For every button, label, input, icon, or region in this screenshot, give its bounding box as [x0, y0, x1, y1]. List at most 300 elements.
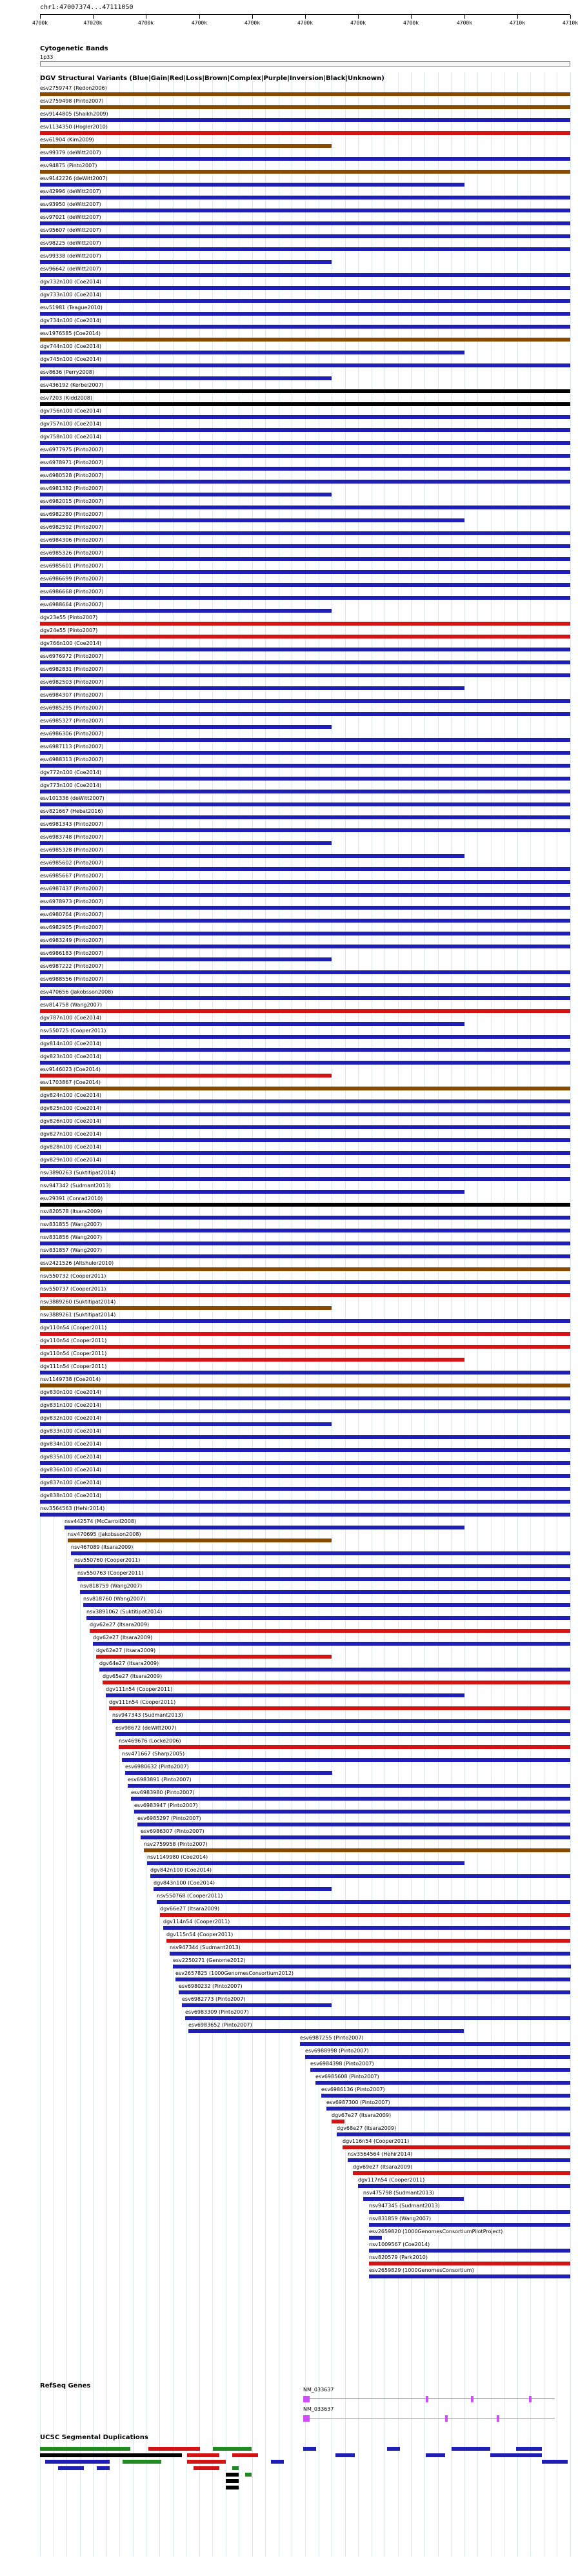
dgv-feature-label[interactable]: esv2659829 (1000GenomesConsortium) — [369, 2267, 474, 2273]
dgv-feature-bar[interactable] — [109, 1706, 570, 1710]
dgv-feature[interactable] — [40, 744, 570, 757]
dgv-feature-label[interactable]: dgv834n100 (Coe2014) — [40, 1441, 102, 1447]
dgv-feature-bar[interactable] — [137, 1823, 570, 1826]
dgv-feature-label[interactable]: esv6978973 (Pinto2007) — [40, 899, 104, 905]
dgv-feature-bar[interactable] — [40, 260, 332, 264]
dgv-feature-bar[interactable] — [141, 1835, 570, 1839]
dgv-feature[interactable] — [103, 1673, 570, 1686]
dgv-feature-bar[interactable] — [40, 325, 570, 329]
dgv-feature-bar[interactable] — [40, 970, 570, 974]
dgv-feature-label[interactable]: dgv835n100 (Coe2014) — [40, 1454, 102, 1460]
dgv-feature-bar[interactable] — [40, 1190, 464, 1194]
dgv-feature-label[interactable]: dgv757n100 (Coe2014) — [40, 421, 102, 427]
dgv-feature-bar[interactable] — [40, 234, 570, 238]
dgv-feature[interactable] — [40, 1183, 464, 1196]
dgv-feature-bar[interactable] — [40, 1435, 570, 1439]
dgv-feature-bar[interactable] — [40, 376, 332, 380]
dgv-feature[interactable] — [40, 1402, 570, 1415]
dgv-feature-bar[interactable] — [40, 841, 332, 845]
dgv-feature[interactable] — [40, 1209, 570, 1222]
dgv-feature-bar[interactable] — [40, 932, 570, 935]
dgv-feature-label[interactable]: dgv827n100 (Coe2014) — [40, 1131, 102, 1137]
dgv-feature-label[interactable]: nsv2759958 (Pinto2007) — [144, 1841, 208, 1847]
dgv-feature-label[interactable]: nsv442574 (McCarroll2008) — [65, 1518, 137, 1524]
dgv-feature[interactable] — [40, 176, 464, 189]
dgv-feature-label[interactable]: esv1703867 (Coe2014) — [40, 1079, 101, 1085]
segmental-duplication[interactable] — [187, 2460, 226, 2464]
dgv-feature[interactable] — [40, 1079, 570, 1092]
dgv-feature[interactable] — [74, 1557, 570, 1570]
dgv-feature-bar[interactable] — [40, 635, 570, 639]
dgv-feature-bar[interactable] — [86, 1616, 570, 1620]
dgv-feature-bar[interactable] — [326, 2107, 570, 2111]
segmental-duplication[interactable] — [271, 2460, 284, 2464]
dgv-feature-label[interactable]: dgv734n100 (Coe2014) — [40, 318, 102, 323]
dgv-feature[interactable] — [40, 628, 570, 640]
dgv-feature[interactable] — [40, 266, 570, 279]
dgv-feature-label[interactable]: dgv823n100 (Coe2014) — [40, 1054, 102, 1059]
dgv-feature[interactable] — [40, 343, 464, 356]
dgv-feature-bar[interactable] — [315, 2081, 570, 2085]
dgv-feature-bar[interactable] — [71, 1551, 570, 1555]
dgv-feature-bar[interactable] — [369, 2274, 570, 2278]
dgv-feature-label[interactable]: nsv1149980 (Coe2014) — [147, 1854, 208, 1860]
dgv-feature-label[interactable]: esv93950 (deWitt2007) — [40, 201, 101, 207]
dgv-feature-label[interactable]: nsv3891062 (Suktitipat2014) — [86, 1609, 163, 1615]
dgv-feature-label[interactable]: esv6978971 (Pinto2007) — [40, 460, 104, 465]
dgv-feature[interactable] — [77, 1570, 570, 1583]
dgv-feature-label[interactable]: esv6988556 (Pinto2007) — [40, 976, 104, 982]
dgv-feature[interactable] — [40, 1389, 570, 1402]
dgv-feature-bar[interactable] — [163, 1926, 570, 1930]
dgv-feature-bar[interactable] — [353, 2171, 570, 2175]
dgv-feature[interactable] — [40, 1286, 570, 1299]
dgv-feature[interactable] — [369, 2242, 570, 2254]
dgv-feature[interactable] — [40, 576, 570, 589]
dgv-feature-bar[interactable] — [348, 2158, 570, 2162]
dgv-feature-label[interactable]: esv6985608 (Pinto2007) — [315, 2074, 379, 2080]
dgv-feature-label[interactable]: esv6982831 (Pinto2007) — [40, 666, 104, 672]
dgv-feature[interactable] — [40, 1170, 570, 1183]
dgv-feature[interactable] — [40, 550, 570, 563]
segmental-duplication[interactable] — [232, 2466, 239, 2470]
dgv-feature[interactable] — [40, 524, 570, 537]
dgv-feature[interactable] — [40, 1247, 570, 1260]
dgv-feature-bar[interactable] — [40, 415, 570, 419]
dgv-feature-bar[interactable] — [358, 2184, 570, 2188]
dgv-feature[interactable] — [40, 989, 570, 1002]
dgv-feature-bar[interactable] — [40, 1384, 570, 1387]
dgv-feature[interactable] — [40, 563, 570, 576]
dgv-feature[interactable] — [40, 705, 570, 718]
segmental-duplication[interactable] — [187, 2453, 219, 2457]
dgv-feature-label[interactable]: nsv550737 (Cooper2011) — [40, 1286, 106, 1292]
dgv-feature-bar[interactable] — [179, 1990, 570, 1994]
dgv-feature-bar[interactable] — [40, 183, 464, 187]
dgv-feature[interactable] — [40, 589, 570, 602]
dgv-feature[interactable] — [40, 847, 464, 860]
dgv-feature[interactable] — [40, 498, 570, 511]
refseq-gene-line-1[interactable] — [303, 2398, 555, 2399]
dgv-feature-bar[interactable] — [40, 945, 570, 948]
dgv-feature-bar[interactable] — [112, 1719, 570, 1723]
dgv-feature[interactable] — [40, 369, 332, 382]
dgv-feature[interactable] — [369, 2254, 570, 2267]
dgv-feature[interactable] — [40, 1441, 570, 1454]
dgv-feature-bar[interactable] — [40, 828, 570, 832]
dgv-feature[interactable] — [40, 408, 570, 421]
dgv-feature[interactable] — [40, 318, 570, 331]
segmental-duplication[interactable] — [45, 2460, 110, 2464]
dgv-feature-bar[interactable] — [40, 764, 570, 768]
dgv-feature-label[interactable]: esv6983748 (Pinto2007) — [40, 834, 104, 840]
dgv-feature[interactable] — [40, 653, 570, 666]
dgv-feature-label[interactable]: dgv62e27 (Itsara2009) — [93, 1635, 153, 1641]
dgv-feature-bar[interactable] — [363, 2197, 464, 2201]
dgv-feature-label[interactable]: dgv837n100 (Coe2014) — [40, 1480, 102, 1486]
dgv-feature[interactable] — [358, 2177, 570, 2190]
dgv-feature-bar[interactable] — [332, 2120, 344, 2123]
dgv-feature-label[interactable]: esv95607 (deWitt2007) — [40, 227, 101, 233]
segmental-duplication[interactable] — [148, 2447, 200, 2451]
dgv-feature[interactable] — [144, 1841, 570, 1854]
dgv-feature[interactable] — [154, 1880, 332, 1893]
dgv-feature-label[interactable]: esv99338 (deWitt2007) — [40, 253, 101, 259]
dgv-feature[interactable] — [93, 1635, 570, 1648]
dgv-feature[interactable] — [40, 886, 570, 899]
dgv-feature[interactable] — [40, 395, 570, 408]
dgv-feature[interactable] — [40, 537, 570, 550]
dgv-feature-bar[interactable] — [40, 751, 570, 755]
dgv-feature-bar[interactable] — [40, 221, 570, 225]
dgv-feature[interactable] — [134, 1803, 570, 1815]
dgv-feature-bar[interactable] — [40, 790, 570, 793]
dgv-feature-label[interactable]: dgv62e27 (Itsara2009) — [96, 1648, 156, 1653]
dgv-feature-bar[interactable] — [175, 1978, 570, 1981]
dgv-feature[interactable] — [40, 292, 570, 305]
position-ruler[interactable] — [32, 14, 578, 29]
dgv-feature-bar[interactable] — [40, 467, 570, 471]
dgv-feature-label[interactable]: nsv831855 (Wang2007) — [40, 1222, 103, 1227]
dgv-feature[interactable] — [179, 1983, 570, 1996]
segmental-duplication[interactable] — [40, 2447, 130, 2451]
dgv-feature-label[interactable]: esv2421526 (Altshuler2010) — [40, 1260, 114, 1266]
dgv-feature-bar[interactable] — [300, 2042, 570, 2046]
dgv-feature-bar[interactable] — [40, 673, 570, 677]
dgv-feature-label[interactable]: nsv1149738 (Coe2014) — [40, 1376, 101, 1382]
dgv-feature[interactable] — [40, 834, 332, 847]
dgv-feature[interactable] — [363, 2190, 464, 2203]
dgv-feature-bar[interactable] — [40, 1203, 570, 1207]
segmental-duplication[interactable] — [452, 2447, 490, 2451]
dgv-feature-bar[interactable] — [40, 351, 464, 354]
dgv-feature-bar[interactable] — [40, 983, 570, 987]
dgv-feature-bar[interactable] — [40, 906, 570, 910]
dgv-feature-label[interactable]: esv6980764 (Pinto2007) — [40, 912, 104, 917]
dgv-feature[interactable] — [170, 1945, 570, 1958]
dgv-feature[interactable] — [119, 1738, 570, 1751]
dgv-feature-label[interactable]: esv6986183 (Pinto2007) — [40, 950, 104, 956]
dgv-feature-label[interactable]: esv6982905 (Pinto2007) — [40, 925, 104, 930]
segmental-duplication[interactable] — [213, 2447, 252, 2451]
dgv-feature-bar[interactable] — [131, 1797, 570, 1801]
dgv-feature-bar[interactable] — [40, 1022, 464, 1026]
dgv-feature-label[interactable]: dgv733n100 (Coe2014) — [40, 292, 102, 298]
dgv-feature-bar[interactable] — [134, 1810, 570, 1814]
dgv-feature-label[interactable]: esv6987300 (Pinto2007) — [326, 2100, 390, 2105]
dgv-feature-bar[interactable] — [40, 1074, 332, 1078]
dgv-feature-bar[interactable] — [40, 712, 570, 716]
dgv-feature-label[interactable]: esv6986307 (Pinto2007) — [141, 1828, 204, 1834]
segmental-duplication[interactable] — [542, 2460, 568, 2464]
dgv-feature-bar[interactable] — [40, 157, 570, 161]
dgv-feature[interactable] — [163, 1919, 570, 1932]
dgv-feature-label[interactable]: nsv467089 (Itsara2009) — [71, 1544, 134, 1550]
dgv-feature-bar[interactable] — [125, 1771, 332, 1775]
dgv-feature-label[interactable]: dgv64e27 (Itsara2009) — [99, 1661, 159, 1666]
dgv-feature-label[interactable]: esv94875 (Pinto2007) — [40, 163, 97, 169]
dgv-feature[interactable] — [353, 2164, 570, 2177]
dgv-feature-label[interactable]: dgv66e27 (Itsara2009) — [160, 1906, 220, 1912]
dgv-feature[interactable] — [40, 821, 570, 834]
dgv-feature-label[interactable]: esv6988664 (Pinto2007) — [40, 602, 104, 608]
dgv-feature-label[interactable]: nsv471667 (Sharp2005) — [122, 1751, 185, 1757]
dgv-feature[interactable] — [40, 770, 570, 782]
dgv-feature-bar[interactable] — [170, 1952, 570, 1956]
dgv-feature[interactable] — [71, 1544, 570, 1557]
dgv-feature-bar[interactable] — [90, 1629, 570, 1633]
dgv-feature[interactable] — [40, 1260, 570, 1273]
dgv-feature-label[interactable]: esv96642 (deWitt2007) — [40, 266, 101, 272]
dgv-feature[interactable] — [40, 1157, 570, 1170]
dgv-feature-label[interactable]: esv2659820 (1000GenomesConsortiumPilotProject) — [369, 2229, 503, 2234]
dgv-feature[interactable] — [40, 782, 570, 795]
dgv-feature-bar[interactable] — [40, 1500, 570, 1504]
dgv-feature[interactable] — [40, 1067, 332, 1079]
dgv-feature-label[interactable]: nsv947342 (Sudmant2013) — [40, 1183, 111, 1189]
dgv-feature-label[interactable]: nsv469676 (Locke2006) — [119, 1738, 181, 1744]
dgv-feature-label[interactable]: dgv69e27 (Itsara2009) — [353, 2164, 413, 2170]
dgv-feature[interactable] — [122, 1751, 570, 1764]
dgv-feature-bar[interactable] — [40, 893, 570, 897]
dgv-feature-bar[interactable] — [40, 880, 570, 884]
dgv-feature-label[interactable]: esv6985602 (Pinto2007) — [40, 860, 104, 866]
dgv-feature-bar[interactable] — [40, 131, 570, 135]
dgv-feature-bar[interactable] — [40, 1358, 464, 1362]
segmental-duplication[interactable] — [226, 2473, 239, 2477]
dgv-feature-label[interactable]: esv6985601 (Pinto2007) — [40, 563, 104, 569]
dgv-feature-label[interactable]: esv6983249 (Pinto2007) — [40, 937, 104, 943]
dgv-feature-bar[interactable] — [40, 454, 570, 458]
dgv-feature-label[interactable]: nsv820579 (Park2010) — [369, 2254, 428, 2260]
dgv-feature-bar[interactable] — [40, 144, 332, 148]
dgv-feature[interactable] — [40, 201, 570, 214]
dgv-feature[interactable] — [332, 2112, 392, 2125]
dgv-feature[interactable] — [321, 2087, 570, 2100]
dgv-feature-bar[interactable] — [369, 2262, 570, 2265]
dgv-feature[interactable] — [40, 356, 570, 369]
dgv-feature-label[interactable]: esv6981343 (Pinto2007) — [40, 821, 104, 827]
refseq-gene-label-1[interactable]: NM_033637 — [303, 2387, 334, 2393]
dgv-feature-bar[interactable] — [337, 2132, 570, 2136]
dgv-feature-label[interactable]: esv6986668 (Pinto2007) — [40, 589, 104, 595]
dgv-feature-bar[interactable] — [150, 1874, 570, 1878]
dgv-feature[interactable] — [40, 447, 570, 460]
dgv-feature-label[interactable]: dgv826n100 (Coe2014) — [40, 1118, 102, 1124]
dgv-feature[interactable] — [40, 640, 570, 653]
dgv-feature-label[interactable]: nsv831857 (Wang2007) — [40, 1247, 103, 1253]
dgv-feature-label[interactable]: dgv756n100 (Coe2014) — [40, 408, 102, 414]
segmental-duplication[interactable] — [516, 2447, 542, 2451]
segmental-duplication[interactable] — [426, 2453, 445, 2457]
dgv-feature[interactable] — [40, 731, 570, 744]
dgv-feature[interactable] — [40, 1002, 570, 1015]
dgv-feature-bar[interactable] — [40, 738, 570, 742]
dgv-feature[interactable] — [137, 1815, 570, 1828]
dgv-feature[interactable] — [369, 2216, 570, 2229]
dgv-feature-bar[interactable] — [40, 867, 570, 871]
segmental-duplication[interactable] — [232, 2453, 258, 2457]
dgv-feature-bar[interactable] — [40, 1112, 570, 1116]
segmental-duplication[interactable] — [490, 2453, 542, 2457]
dgv-feature-label[interactable]: esv6983947 (Pinto2007) — [134, 1803, 198, 1808]
segmental-duplication[interactable] — [97, 2466, 110, 2470]
dgv-feature-bar[interactable] — [40, 402, 570, 406]
dgv-feature[interactable] — [40, 214, 570, 227]
dgv-feature-label[interactable]: dgv814n100 (Coe2014) — [40, 1041, 102, 1047]
dgv-feature-label[interactable]: nsv818759 (Wang2007) — [80, 1583, 143, 1589]
dgv-feature[interactable] — [40, 1041, 570, 1054]
dgv-feature-label[interactable]: dgv828n100 (Coe2014) — [40, 1144, 102, 1150]
dgv-feature[interactable] — [166, 1932, 570, 1945]
dgv-feature[interactable] — [188, 2022, 464, 2035]
dgv-feature[interactable] — [40, 1028, 570, 1041]
dgv-feature-bar[interactable] — [65, 1526, 464, 1529]
dgv-feature-label[interactable]: esv101336 (deWitt2007) — [40, 795, 105, 801]
dgv-feature-bar[interactable] — [68, 1538, 332, 1542]
dgv-feature-label[interactable]: nsv947344 (Sudmant2013) — [170, 1945, 241, 1950]
dgv-feature-label[interactable]: esv6984307 (Pinto2007) — [40, 692, 104, 698]
dgv-feature[interactable] — [65, 1518, 464, 1531]
dgv-feature-label[interactable]: esv6982592 (Pinto2007) — [40, 524, 104, 530]
dgv-feature[interactable] — [160, 1906, 570, 1919]
dgv-feature[interactable] — [40, 434, 570, 447]
dgv-feature-label[interactable]: esv6987437 (Pinto2007) — [40, 886, 104, 892]
dgv-feature[interactable] — [40, 460, 570, 473]
dgv-feature-label[interactable]: dgv758n100 (Coe2014) — [40, 434, 102, 440]
dgv-feature-label[interactable]: esv61904 (Kim2009) — [40, 137, 94, 143]
dgv-feature-label[interactable]: dgv831n100 (Coe2014) — [40, 1402, 102, 1408]
dgv-feature-label[interactable]: esv1134350 (Hogler2010) — [40, 124, 108, 130]
dgv-feature-label[interactable]: dgv832n100 (Coe2014) — [40, 1415, 102, 1421]
dgv-feature-label[interactable]: dgv843n100 (Coe2014) — [154, 1880, 215, 1886]
dgv-feature[interactable] — [40, 124, 570, 137]
dgv-feature-label[interactable]: dgv117n54 (Cooper2011) — [358, 2177, 425, 2183]
dgv-feature-bar[interactable] — [310, 2068, 570, 2072]
dgv-feature-label[interactable]: dgv787n100 (Coe2014) — [40, 1015, 102, 1021]
dgv-feature[interactable] — [40, 1144, 570, 1157]
dgv-feature-bar[interactable] — [40, 1306, 332, 1310]
dgv-feature-label[interactable]: dgv825n100 (Coe2014) — [40, 1105, 102, 1111]
dgv-feature-bar[interactable] — [40, 1345, 570, 1349]
dgv-feature-label[interactable]: esv2657825 (1000GenomesConsortium2012) — [175, 1970, 294, 1976]
dgv-feature[interactable] — [40, 1196, 570, 1209]
dgv-feature-label[interactable]: dgv772n100 (Coe2014) — [40, 770, 102, 775]
dgv-feature[interactable] — [40, 111, 570, 124]
dgv-feature[interactable] — [147, 1854, 464, 1867]
dgv-feature-bar[interactable] — [305, 2055, 570, 2059]
dgv-feature-label[interactable]: nsv475798 (Sudmant2013) — [363, 2190, 434, 2196]
dgv-feature[interactable] — [115, 1725, 570, 1738]
dgv-feature[interactable] — [40, 976, 570, 989]
dgv-feature-label[interactable]: esv6980528 (Pinto2007) — [40, 473, 104, 478]
dgv-feature-bar[interactable] — [40, 493, 332, 496]
dgv-feature-bar[interactable] — [40, 1487, 570, 1491]
dgv-feature-bar[interactable] — [40, 1254, 570, 1258]
dgv-feature[interactable] — [40, 305, 570, 318]
dgv-feature[interactable] — [40, 150, 570, 163]
dgv-feature[interactable] — [305, 2048, 570, 2061]
dgv-feature-label[interactable]: esv2250271 (Genome2012) — [173, 1958, 246, 1963]
dgv-feature-bar[interactable] — [40, 725, 332, 729]
dgv-feature-bar[interactable] — [40, 1513, 570, 1517]
dgv-feature[interactable] — [40, 899, 570, 912]
dgv-feature-label[interactable]: esv29391 (Conrad2010) — [40, 1196, 103, 1201]
dgv-feature[interactable] — [40, 666, 570, 679]
dgv-feature-label[interactable]: nsv550760 (Cooper2011) — [74, 1557, 141, 1563]
dgv-feature-bar[interactable] — [40, 1061, 570, 1065]
dgv-feature[interactable] — [40, 692, 570, 705]
dgv-feature-bar[interactable] — [40, 170, 570, 174]
dgv-feature[interactable] — [40, 860, 570, 873]
dgv-feature-bar[interactable] — [96, 1655, 332, 1659]
dgv-feature-bar[interactable] — [40, 92, 570, 96]
dgv-feature-bar[interactable] — [40, 1332, 570, 1336]
dgv-feature[interactable] — [40, 1312, 570, 1325]
dgv-feature-label[interactable]: dgv111n54 (Cooper2011) — [109, 1699, 176, 1705]
dgv-feature-bar[interactable] — [40, 273, 570, 277]
dgv-feature-label[interactable]: esv8636 (Perry2008) — [40, 369, 94, 375]
dgv-feature-label[interactable]: esv6983980 (Pinto2007) — [131, 1790, 195, 1795]
dgv-feature-label[interactable]: dgv116n54 (Cooper2011) — [343, 2138, 410, 2144]
dgv-feature-bar[interactable] — [40, 480, 570, 484]
dgv-feature-label[interactable]: dgv111n54 (Cooper2011) — [40, 1364, 107, 1369]
dgv-feature-label[interactable]: esv1976585 (Coe2014) — [40, 331, 101, 336]
dgv-feature[interactable] — [128, 1777, 570, 1790]
dgv-feature-label[interactable]: nsv3889260 (Suktitipat2014) — [40, 1299, 116, 1305]
dgv-feature[interactable] — [40, 85, 570, 98]
dgv-feature-label[interactable]: esv6987113 (Pinto2007) — [40, 744, 104, 750]
dgv-feature[interactable] — [40, 163, 570, 176]
dgv-feature-bar[interactable] — [40, 506, 570, 509]
dgv-feature-bar[interactable] — [40, 1396, 570, 1400]
dgv-feature[interactable] — [182, 1996, 332, 2009]
dgv-feature[interactable] — [337, 2125, 570, 2138]
dgv-feature-bar[interactable] — [40, 105, 570, 109]
dgv-feature-label[interactable]: dgv830n100 (Coe2014) — [40, 1389, 102, 1395]
dgv-feature[interactable] — [348, 2151, 570, 2164]
dgv-feature[interactable] — [86, 1609, 570, 1622]
dgv-feature-bar[interactable] — [40, 1009, 570, 1013]
dgv-feature-label[interactable]: nsv947343 (Sudmant2013) — [112, 1712, 183, 1718]
dgv-feature[interactable] — [40, 1131, 570, 1144]
dgv-feature-label[interactable]: dgv110n54 (Cooper2011) — [40, 1351, 107, 1356]
dgv-feature-bar[interactable] — [40, 338, 570, 342]
dgv-feature[interactable] — [40, 679, 464, 692]
dgv-feature-label[interactable]: dgv110n54 (Cooper2011) — [40, 1325, 107, 1331]
dgv-feature-bar[interactable] — [99, 1668, 570, 1671]
dgv-feature-bar[interactable] — [160, 1913, 570, 1917]
